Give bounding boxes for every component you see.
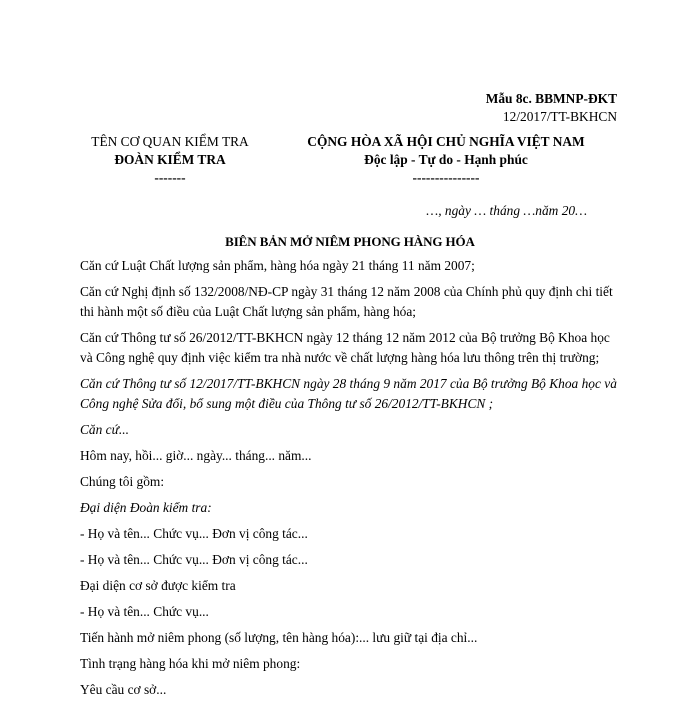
basis-paragraph: Căn cứ Thông tư số 26/2012/TT-BKHCN ngày 12 tháng 12 năm 2012 của Bộ trưởng Bộ Khoa học và Công nghệ quy định việc kiểm tra nhà nước về chất lượng hàng hóa lưu thông trên thị trường; <box>80 330 610 365</box>
basis-paragraph: Căn cứ Thông tư số 12/2017/TT-BKHCN ngày 28 tháng 9 năm 2017 của Bộ trưởng Bộ Khoa học và Công nghệ Sửa đổi, bổ sung một điều của Thông tư số 26/2012/TT-BKHCN ; <box>80 376 617 411</box>
time-line: Hôm nay, hồi... giờ... ngày... tháng... năm... <box>80 448 312 463</box>
goods-status-line: Tình trạng hàng hóa khi mở niêm phong: <box>80 656 301 671</box>
date-line: …, ngày … tháng …năm 20… <box>426 203 587 218</box>
agency-name: TÊN CƠ QUAN KIỂM TRA <box>91 134 249 149</box>
team-member-line: - Họ và tên... Chức vụ... Đơn vị công tác... <box>80 526 308 541</box>
header-left <box>80 133 260 187</box>
inspection-team: ĐOÀN KIỂM TRA <box>114 152 226 167</box>
nation-name: CỘNG HÒA XÃ HỘI CHỦ NGHĨA VIỆT NAM <box>307 134 585 149</box>
basis-paragraph: Căn cứ Luật Chất lượng sản phẩm, hàng hóa ngày 21 tháng 11 năm 2007; <box>80 258 475 273</box>
national-motto: Độc lập - Tự do - Hạnh phúc <box>364 152 528 167</box>
facility-member-line: - Họ và tên... Chức vụ... <box>80 604 209 619</box>
basis-paragraph: Căn cứ Nghị định số 132/2008/NĐ-CP ngày 31 tháng 12 năm 2008 của Chính phủ quy định chi tiết thi hành một số điều của Luật Chất lượng sản phẩm, hàng hóa; <box>80 284 613 319</box>
circular-reference: 12/2017/TT-BKHCN <box>502 109 617 124</box>
document-title: BIÊN BẢN MỞ NIÊM PHONG HÀNG HÓA <box>225 234 475 249</box>
form-code: Mẫu 8c. BBMNP-ĐKT <box>485 91 617 106</box>
unseal-details-line: Tiến hành mở niêm phong (số lượng, tên hàng hóa):... lưu giữ tại địa chỉ... <box>80 630 478 645</box>
team-member-line: - Họ và tên... Chức vụ... Đơn vị công tác... <box>80 552 308 567</box>
header-right <box>272 133 620 187</box>
header-right-separator: --------------- <box>412 170 480 185</box>
facility-request-line: Yêu cầu cơ sở... <box>80 682 167 697</box>
header-left-separator: ------- <box>154 170 186 185</box>
inspection-team-rep-label: Đại diện Đoàn kiểm tra: <box>80 500 212 515</box>
facility-rep-label: Đại diện cơ sở được kiểm tra <box>80 578 236 593</box>
form-code-block <box>486 90 617 126</box>
participants-label: Chúng tôi gồm: <box>80 474 165 489</box>
document-body <box>80 256 625 706</box>
basis-paragraph: Căn cứ... <box>80 422 129 437</box>
